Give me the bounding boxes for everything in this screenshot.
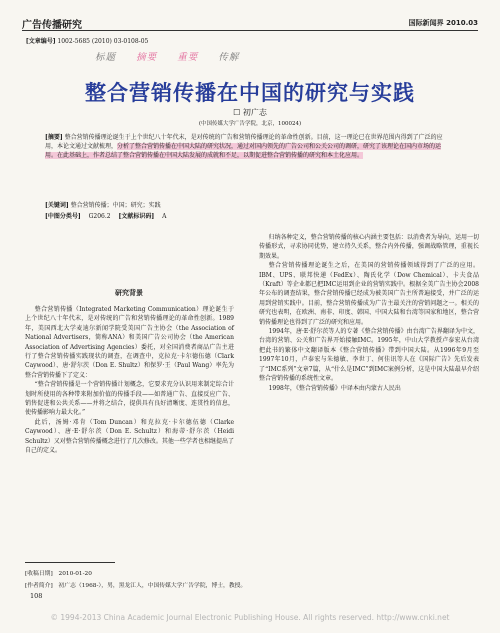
left-paragraph-2: “整合营销传播是一个营销传播计划概念，它要求充分认识用来制定综合计划时所使用的各种带来附加价值的传播手段——如普通广告、直接反应广告、销售促进和公共关系——并将之结合，提供具有良好清晰度、连贯性的信息，使传播影响力最大化。” (25, 381, 234, 417)
left-paragraph-1: 整合营销传播（Integrated Marketing Communication）理论诞生于上个世纪八十年代末，是对传统的广告和营销传播理论的革命性创新。1989年，美国西北大学麦迪尔新闻学院受美国广告主协会（the Association of National Advertisers，简称ANA）和美国广告公司协会（the American Association of Advertising Agencies）委托，对全国消费者商品广告主进行了整合营销传播实践现状的调查，在调查中，克拉克·卡尔德伍德（Clark Caywood）、唐·舒尔茨（Don E. Shultz）和保罗·王（Paul Wang）率先为整合营销传播下了定义： (25, 306, 234, 379)
article-number-value: 1002-5685 (2010) 03-0108-05 (57, 38, 149, 45)
section-heading: 研究背景 (115, 289, 143, 297)
keywords-value: 整合营销传播；中国；研究；实践 (70, 202, 161, 209)
handwritten-note-4: 传解 (218, 52, 240, 63)
article-title: 整合营销传播在中国的研究与实践 (85, 81, 415, 105)
abstract-highlight: 分析了整合营销传播在中国大陆的研究状况，通过对国内领先的广告公司和公关公司的调研，研究了该理论在国内市场的运用。 (45, 143, 442, 159)
handwritten-notes (95, 49, 239, 63)
right-paragraph-1: 归纳各种定义，整合营销传播的核心内涵主要包括：以消费者为导向，运用一切传播形式，寻求协同优势，建立持久关系，整合内外传播，强调战略管理，重视长期效果。 (259, 234, 479, 260)
clc-value: G206.2 (88, 213, 111, 220)
keywords (45, 200, 161, 209)
handwritten-note-1: 标题 (95, 52, 117, 63)
right-paragraph-4: 1998年，《整合营销传播》中译本由内蒙古人民出 (268, 384, 401, 392)
right-paragraph-2: 整合营销传播理论诞生之后，在美国的营销传播领域得到了广泛的应用。IBM、UPS、联邦快递（FedEx）、陶氏化学（Dow Chemical）、卡夫食品（Kraft）等企业都已把IMC运用到企业的营销实践中。根据全美广告主协会2008年公布的调查结果，整合营销传播已经成为被美国广告主所普遍接受，并广泛的运用到营销实践中。目前，整合营销传播成为广告主最关注的营销问题之一。相关的研究也表明，在欧洲、南非、印度、韩国、中国大陆和台湾等国家和地区，整合营销传播理论也得到了广泛的研究和应用。 (259, 262, 479, 326)
abstract-text-1: 整合营销传播理论诞生于上个世纪八十年代末，是对传统的广告和营销传播理论的革命性创新。目前，这一理论已在世界范围内得到了广泛的应用，本论文通过文献梳理， (45, 134, 443, 150)
right-column (259, 233, 479, 393)
article-number (26, 36, 148, 45)
handwritten-note-2: 摘要 (136, 52, 158, 63)
author-name: ☐ 初广志 (233, 108, 267, 117)
footnote-divider (25, 562, 115, 563)
keywords-label: [关键词] (45, 202, 69, 209)
copyright-watermark: © 1994-2013 China Academic Journal Electronic Publishing House. All rights reserved. http://www.cnki.net (50, 613, 450, 622)
article-number-label: [文章编号] (26, 38, 56, 45)
journal-section-name: 广告传播研究 (22, 20, 82, 31)
left-column (25, 305, 234, 456)
handwritten-note-3: 重要 (177, 52, 199, 63)
classification (45, 211, 166, 220)
abstract (45, 133, 450, 160)
abstract-text-2: 在此基础上，作者总结了整合营销传播在中国大陆发展的成就和不足，以期促进整合营销传播的研究和本土化应用。 (57, 152, 364, 159)
left-paragraph-3: 此后，汤姆·邓肯（Tom Duncan）和克拉克·卡尔德伍德（Clarke Caywood）、唐·E·舒尔茨（Don E. Schultz）和海蒂·舒尔茨（Heidi Schultz）又对整合营销传播概念进行了几次修改。其他一些学者也相继提出了自己的定义。 (25, 418, 234, 455)
author-affiliation: (中国传媒大学广告学院，北京，100024) (198, 121, 302, 127)
abstract-label: [摘要] (45, 134, 63, 141)
running-header (22, 15, 478, 31)
received-date: [收稿日期] 2010-01-20 (25, 571, 92, 577)
journal-issue: 国际新闻界 2010.03 (408, 19, 478, 27)
page-number: 108 (30, 592, 43, 600)
clc-label: [中图分类号] (45, 213, 81, 220)
author-bio: [作者简介] 初广志（1968-），男，黑龙江人，中国传媒大学广告学院，博士，教授。 (25, 583, 247, 589)
doc-code-value: A (162, 213, 167, 220)
right-paragraph-3: 1994年，唐·E·舒尔茨等人的专著《整合营销传播》由台湾广告界翻译为中文，台湾的营销、公关和广告界开始接触IMC。1995年，中山大学教授卢泰宏从台湾把此书的繁体中文翻译版本《整合营销传播》带到中国大陆。从1996年9月至1997年10月，卢泰宏与朱德敏、李世丁、何佳讯等人在《国际广告》先后发表了“IMC系列”文章7篇，从“什么是IMC”到IMC案例分析，这是中国大陆最早介绍整合营销传播的系统性文章。 (259, 328, 479, 383)
doc-code-label: [文献标识码] (118, 213, 155, 220)
